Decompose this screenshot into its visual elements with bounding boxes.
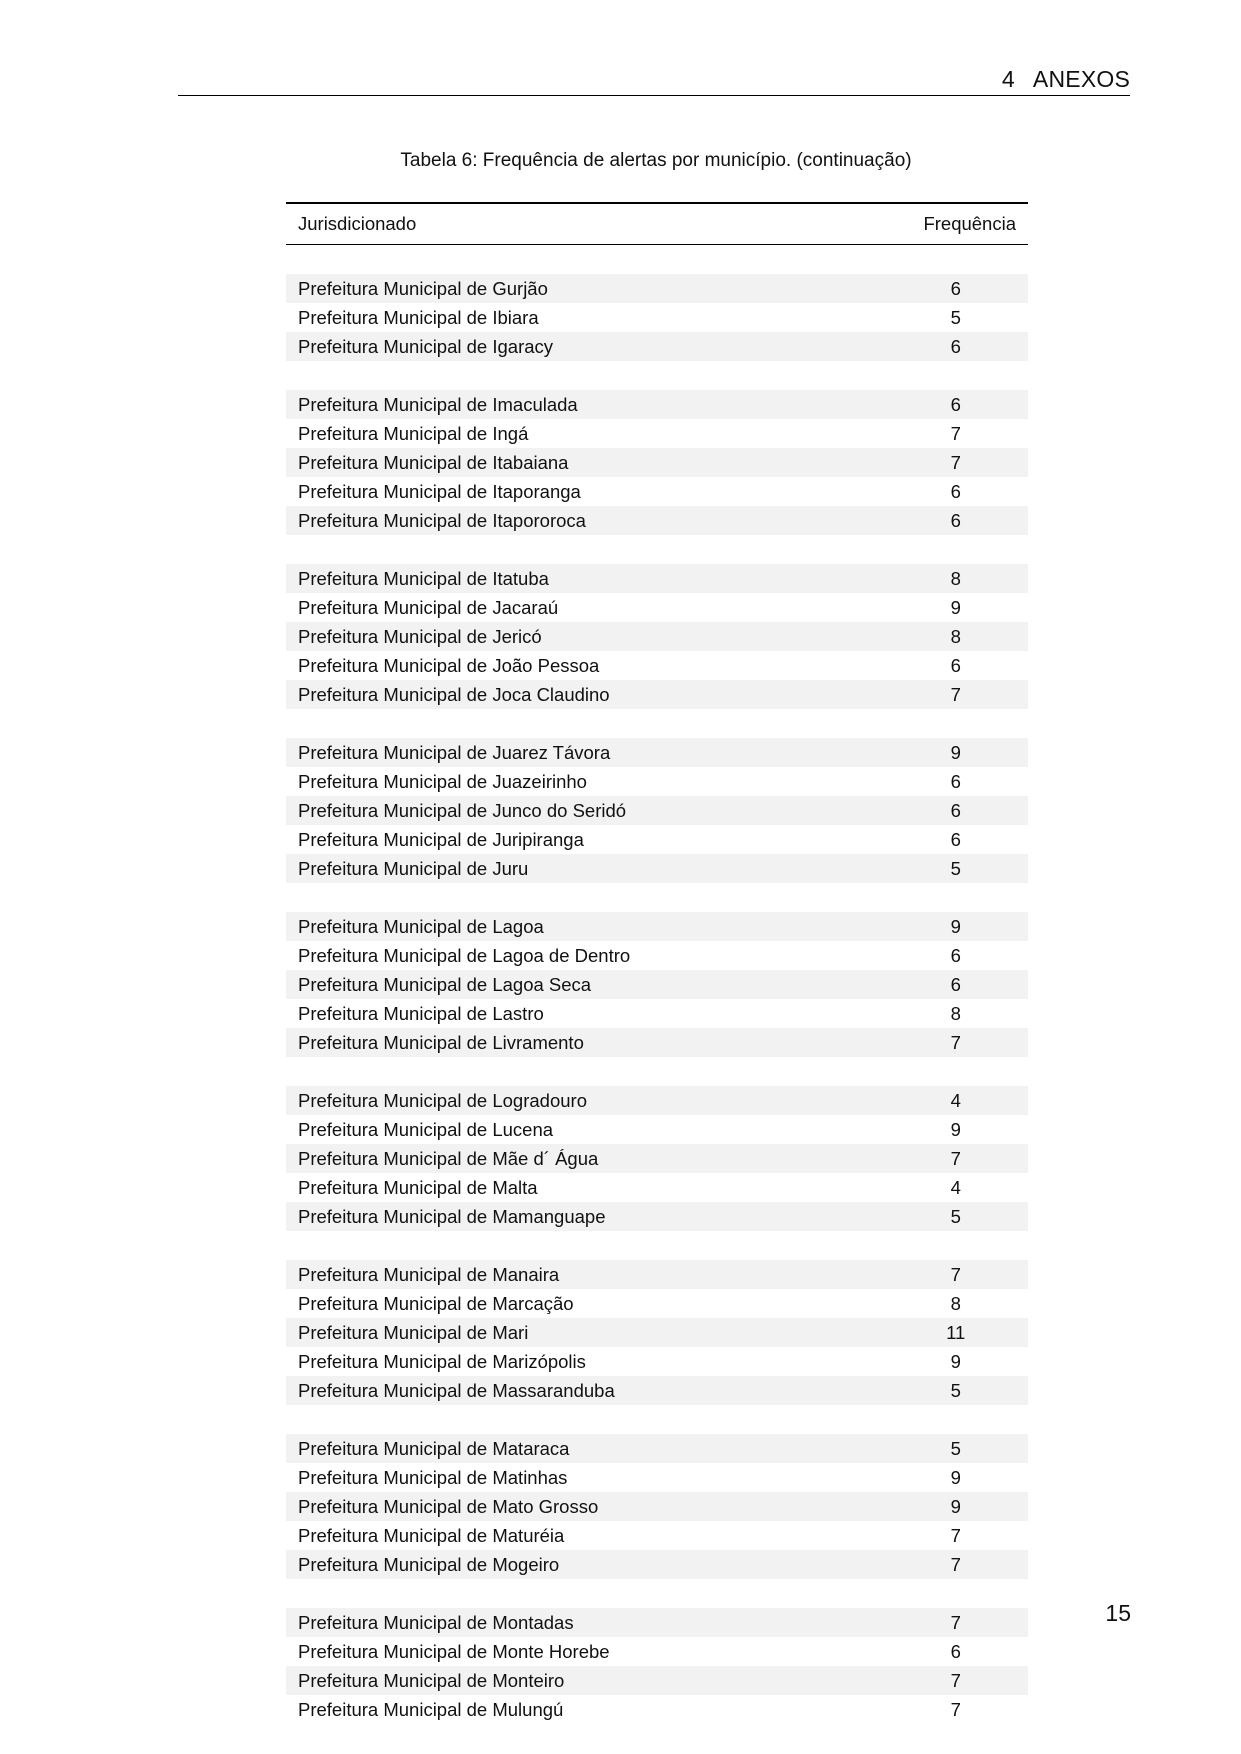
frequencia-cell: 6: [950, 945, 961, 966]
frequencia-cell: 5: [911, 854, 1028, 883]
group-gap: [286, 1231, 1028, 1260]
jurisdicionado-cell: Prefeitura Municipal de Lagoa de Dentro: [298, 945, 631, 966]
jurisdicionado-cell: Prefeitura Municipal de Monteiro: [286, 1666, 911, 1695]
running-header-text: [1002, 66, 1130, 93]
frequencia-cell: 9: [911, 738, 1028, 767]
table-row: [286, 680, 1028, 709]
jurisdicionado-cell: Prefeitura Municipal de Livramento: [286, 1028, 911, 1057]
jurisdicionado-cell: Prefeitura Municipal de Juru: [286, 854, 911, 883]
frequencia-cell: 7: [911, 1028, 1028, 1057]
jurisdicionado-cell: Prefeitura Municipal de Ibiara: [298, 307, 539, 328]
frequency-table: [286, 202, 1028, 1724]
jurisdicionado-cell: Prefeitura Municipal de Igaracy: [286, 332, 911, 361]
gap-cell: [286, 883, 1028, 912]
table-row: [286, 1202, 1028, 1231]
table-row: [286, 1637, 1028, 1666]
jurisdicionado-cell: Prefeitura Municipal de Juripiranga: [298, 829, 584, 850]
table-row: [286, 651, 1028, 680]
frequencia-cell: 7: [911, 1260, 1028, 1289]
table-row: [286, 1028, 1028, 1057]
frequencia-cell: 6: [911, 796, 1028, 825]
section-number: 4: [1001, 66, 1015, 92]
table-header-row: [286, 203, 1028, 245]
table-row: [286, 970, 1028, 999]
table-row: [286, 332, 1028, 361]
table-row: [286, 1521, 1028, 1550]
jurisdicionado-cell: Prefeitura Municipal de Mari: [286, 1318, 911, 1347]
frequencia-cell: 9: [911, 912, 1028, 941]
table-row: [286, 274, 1028, 303]
table-row: [286, 1608, 1028, 1637]
jurisdicionado-cell: Prefeitura Municipal de Marcação: [298, 1293, 574, 1314]
jurisdicionado-cell: Prefeitura Municipal de Mataraca: [286, 1434, 911, 1463]
table-row: [286, 854, 1028, 883]
jurisdicionado-cell: Prefeitura Municipal de Itatuba: [286, 564, 911, 593]
jurisdicionado-cell: Prefeitura Municipal de Lastro: [298, 1003, 544, 1024]
jurisdicionado-cell: Prefeitura Municipal de Maturéia: [298, 1525, 565, 1546]
frequencia-cell: 8: [911, 564, 1028, 593]
frequencia-cell: 9: [950, 1467, 961, 1488]
jurisdicionado-cell: Prefeitura Municipal de Massaranduba: [286, 1376, 911, 1405]
frequencia-cell: 6: [911, 506, 1028, 535]
gap-cell: [286, 361, 1028, 390]
table-row: [286, 738, 1028, 767]
table-row: [286, 825, 1028, 854]
frequencia-cell: 5: [950, 307, 961, 328]
frequencia-cell: 6: [950, 655, 961, 676]
table-row: [286, 622, 1028, 651]
spacer-cell: [286, 245, 1028, 275]
table-row: [286, 1289, 1028, 1318]
gap-cell: [286, 709, 1028, 738]
table-caption: Tabela 6: Frequência de alertas por município. (continuação): [400, 150, 912, 171]
frequencia-cell: 7: [950, 423, 961, 444]
table-row: [286, 564, 1028, 593]
table-row: [286, 419, 1028, 448]
table-row: [286, 1086, 1028, 1115]
frequencia-cell: 8: [950, 1003, 961, 1024]
frequencia-cell: 8: [911, 622, 1028, 651]
frequencia-cell: 7: [911, 1666, 1028, 1695]
table-row: [286, 477, 1028, 506]
jurisdicionado-cell: Prefeitura Municipal de Mulungú: [298, 1699, 564, 1720]
frequencia-cell: 6: [950, 1641, 961, 1662]
jurisdicionado-cell: Prefeitura Municipal de Malta: [298, 1177, 538, 1198]
table-row: [286, 1434, 1028, 1463]
group-gap: [286, 361, 1028, 390]
jurisdicionado-cell: Prefeitura Municipal de Jacaraú: [298, 597, 559, 618]
gap-cell: [286, 1057, 1028, 1086]
jurisdicionado-cell: Prefeitura Municipal de Mogeiro: [286, 1550, 911, 1579]
gap-cell: [286, 535, 1028, 564]
table-row: [286, 912, 1028, 941]
page-number: 15: [1105, 1600, 1131, 1626]
table-row: [286, 1318, 1028, 1347]
frequency-table-container: [286, 202, 1028, 1724]
jurisdicionado-cell: Prefeitura Municipal de Lucena: [298, 1119, 554, 1140]
frequencia-cell: 4: [911, 1086, 1028, 1115]
jurisdicionado-cell: Prefeitura Municipal de Monte Horebe: [298, 1641, 610, 1662]
table-row: [286, 767, 1028, 796]
frequencia-cell: 5: [911, 1376, 1028, 1405]
jurisdicionado-cell: Prefeitura Municipal de Itapororoca: [286, 506, 911, 535]
table-header: [286, 203, 1028, 245]
group-gap: [286, 1057, 1028, 1086]
group-gap: [286, 1579, 1028, 1608]
frequencia-cell: 8: [950, 1293, 961, 1314]
jurisdicionado-cell: Prefeitura Municipal de Juarez Távora: [286, 738, 911, 767]
frequencia-cell: 9: [950, 1119, 961, 1140]
table-row: [286, 1666, 1028, 1695]
jurisdicionado-cell: Prefeitura Municipal de Itaporanga: [298, 481, 581, 502]
jurisdicionado-cell: Prefeitura Municipal de Manaira: [286, 1260, 911, 1289]
running-header: [178, 60, 1130, 96]
frequencia-cell: 7: [950, 1525, 961, 1546]
frequencia-cell: 4: [950, 1177, 961, 1198]
header-spacer: [286, 245, 1028, 275]
table-row: [286, 941, 1028, 970]
frequencia-cell: 6: [950, 829, 961, 850]
jurisdicionado-cell: Prefeitura Municipal de Jericó: [286, 622, 911, 651]
frequencia-cell: 9: [950, 597, 961, 618]
table-row: [286, 506, 1028, 535]
table-row: [286, 1115, 1028, 1144]
jurisdicionado-cell: Prefeitura Municipal de Montadas: [286, 1608, 911, 1637]
frequencia-cell: 7: [911, 448, 1028, 477]
frequencia-cell: 6: [911, 274, 1028, 303]
jurisdicionado-cell: Prefeitura Municipal de Juazeirinho: [298, 771, 587, 792]
frequencia-cell: 7: [911, 680, 1028, 709]
group-gap: [286, 883, 1028, 912]
table-row: [286, 390, 1028, 419]
jurisdicionado-cell: Prefeitura Municipal de Imaculada: [286, 390, 911, 419]
group-gap: [286, 709, 1028, 738]
column-header-jurisdicionado: Jurisdicionado: [298, 213, 417, 234]
frequencia-cell: 6: [911, 332, 1028, 361]
frequencia-cell: 6: [911, 390, 1028, 419]
jurisdicionado-cell: Prefeitura Municipal de Ingá: [298, 423, 529, 444]
group-gap: [286, 1405, 1028, 1434]
table-row: [286, 448, 1028, 477]
jurisdicionado-cell: Prefeitura Municipal de Matinhas: [298, 1467, 568, 1488]
table-row: [286, 796, 1028, 825]
frequencia-cell: 11: [911, 1318, 1028, 1347]
frequencia-cell: 7: [911, 1608, 1028, 1637]
group-gap: [286, 535, 1028, 564]
frequencia-cell: 7: [911, 1550, 1028, 1579]
table-row: [286, 593, 1028, 622]
frequencia-cell: 6: [911, 970, 1028, 999]
frequencia-cell: 5: [911, 1202, 1028, 1231]
gap-cell: [286, 1405, 1028, 1434]
table-row: [286, 999, 1028, 1028]
frequencia-cell: 7: [950, 1699, 961, 1720]
table-row: [286, 1144, 1028, 1173]
column-header-frequencia: Frequência: [923, 213, 1016, 234]
table-body: [286, 245, 1028, 1725]
table-row: [286, 1347, 1028, 1376]
jurisdicionado-cell: Prefeitura Municipal de Junco do Seridó: [286, 796, 911, 825]
gap-cell: [286, 1231, 1028, 1260]
jurisdicionado-cell: Prefeitura Municipal de Mamanguape: [286, 1202, 911, 1231]
table-row: [286, 1492, 1028, 1521]
jurisdicionado-cell: Prefeitura Municipal de João Pessoa: [298, 655, 600, 676]
jurisdicionado-cell: Prefeitura Municipal de Mãe d´ Água: [286, 1144, 911, 1173]
jurisdicionado-cell: Prefeitura Municipal de Lagoa Seca: [286, 970, 911, 999]
section-title: ANEXOS: [1032, 66, 1130, 92]
frequencia-cell: 9: [911, 1492, 1028, 1521]
jurisdicionado-cell: Prefeitura Municipal de Lagoa: [286, 912, 911, 941]
table-row: [286, 1376, 1028, 1405]
gap-cell: [286, 1579, 1028, 1608]
jurisdicionado-cell: Prefeitura Municipal de Itabaiana: [286, 448, 911, 477]
jurisdicionado-cell: Prefeitura Municipal de Logradouro: [286, 1086, 911, 1115]
jurisdicionado-cell: Prefeitura Municipal de Mato Grosso: [286, 1492, 911, 1521]
table-row: [286, 1260, 1028, 1289]
jurisdicionado-cell: Prefeitura Municipal de Marizópolis: [298, 1351, 586, 1372]
table-row: [286, 1463, 1028, 1492]
table-row: [286, 1550, 1028, 1579]
frequencia-cell: 6: [950, 481, 961, 502]
table-row: [286, 1695, 1028, 1724]
table-row: [286, 1173, 1028, 1202]
frequencia-cell: 5: [911, 1434, 1028, 1463]
jurisdicionado-cell: Prefeitura Municipal de Gurjão: [286, 274, 911, 303]
table-row: [286, 303, 1028, 332]
frequencia-cell: 9: [950, 1351, 961, 1372]
frequencia-cell: 7: [911, 1144, 1028, 1173]
jurisdicionado-cell: Prefeitura Municipal de Joca Claudino: [286, 680, 911, 709]
frequencia-cell: 6: [950, 771, 961, 792]
